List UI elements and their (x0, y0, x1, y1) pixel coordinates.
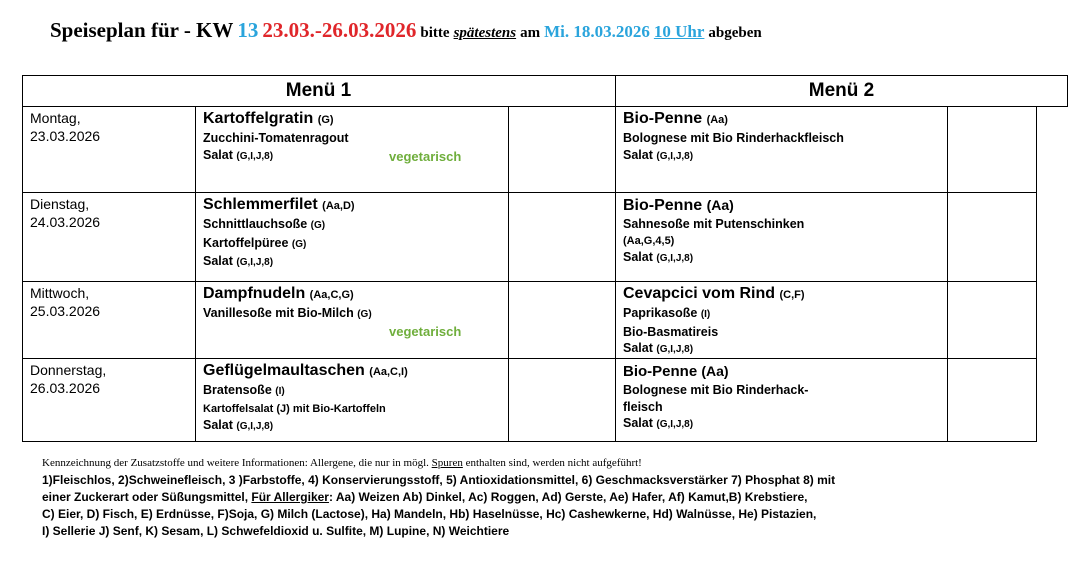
title-suffix: abgeben (708, 25, 762, 41)
page-title (50, 18, 762, 43)
legend-line: I) Sellerie J) Senf, K) Sesam, L) Schwefeldioxid u. Sulfite, M) Lupine, N) Weichtiere (42, 524, 510, 538)
title-mid: bitte (420, 25, 450, 41)
day-cell (30, 284, 100, 320)
dish-line: Vanillesoße mit Bio-Milch (G) (203, 306, 372, 320)
menu1-cell (203, 284, 372, 324)
menu2-header: Menü 2 (808, 80, 875, 101)
dish-title: Bio-Penne (Aa) (623, 197, 734, 214)
day-cell (30, 361, 106, 397)
day-cell (30, 195, 100, 231)
dish-title: Cevapcici vom Rind (C,F) (623, 285, 805, 302)
dish-line: Schnittlauchsoße (G) (203, 217, 326, 231)
week-number: 13 (237, 18, 259, 42)
legend-line: C) Eier, D) Fisch, E) Erdnüsse, F)Soja, G) Milch (Lactose), Ha) Mandeln, Hb) Haselnüsse, Hc) Cashewkerne, Hd) Walnüsse, He) Pistazien, (42, 507, 817, 521)
menu1-cell (203, 195, 355, 272)
legend-body (42, 472, 992, 540)
dish-title: Bio-Penne (Aa) (623, 363, 729, 380)
dish-line: Salat (G,I,J,8) (203, 418, 274, 432)
table-border-bottom (22, 441, 1037, 442)
menu2-cell (623, 109, 844, 165)
legend-line: 1)Fleischlos, 2)Schweinefleisch, 3 )Farbstoffe, 4) Konservierungsstoff, 5) Antioxidationsmittel, 6) Geschmacksverstärker 7) Phosphat 8) mit (42, 473, 836, 487)
day-name: Montag, (30, 110, 81, 126)
day-name: Donnerstag, (30, 362, 107, 378)
dish-line: Sahnesoße mit Putenschinken (623, 217, 805, 231)
dish-line: Bolognese mit Bio Rinderhackfleisch (623, 131, 844, 145)
menu1-cell (203, 361, 408, 436)
legend-line: einer Zuckerart oder Süßungsmittel, Für Allergiker: Aa) Weizen Ab) Dinkel, Ac) Roggen, Ad) Gerste, Ae) Hafer, Af) Kamut,B) Krebstiere, (42, 490, 808, 504)
vegetarian-label: vegetarisch (389, 149, 462, 164)
dish-line: Salat (G,I,J,8) (623, 341, 694, 355)
col-divider (615, 75, 616, 442)
row-divider (22, 192, 1037, 193)
allergiker-label: Für Allergiker (251, 490, 329, 504)
legend-intro: Kennzeichnung der Zusatzstoffe und weitere Informationen: Allergene, die nur in mögl. Spuren enthalten sind, werden nicht aufgeführt! (42, 457, 642, 469)
dish-line: Salat (G,I,J,8) (623, 416, 694, 430)
dish-title: Kartoffelgratin (G) (203, 110, 334, 127)
date-range: 23.03.-26.03.2026 (262, 18, 417, 42)
dish-title: Schlemmerfilet (Aa,D) (203, 196, 355, 213)
dish-line: Salat (G,I,J,8) (623, 147, 694, 162)
dish-line: Kartoffelsalat (J) mit Bio-Kartoffeln (203, 402, 386, 415)
spuren-word: Spuren (431, 457, 463, 469)
day-date: 25.03.2026 (30, 303, 101, 319)
dish-line: Paprikasoße (I) (623, 306, 711, 320)
day-name: Dienstag, (30, 196, 90, 212)
dish-line: Kartoffelpüree (G) (203, 235, 307, 250)
dish-line: Salat (G,I,J,8) (203, 254, 274, 268)
col-divider (508, 106, 509, 442)
day-date: 24.03.2026 (30, 214, 101, 230)
dish-title: Geflügelmaultaschen (Aa,C,I) (203, 362, 408, 379)
menu1-header: Menü 1 (285, 80, 352, 101)
header-divider (22, 106, 1068, 107)
table-border-right (1036, 106, 1037, 442)
menu-table (22, 75, 1069, 442)
dish-line: Zucchini-Tomatenragout (203, 131, 349, 145)
deadline-day: Mi. 18.03.2026 (544, 22, 650, 41)
day-name: Mittwoch, (30, 285, 90, 301)
dish-line: Bolognese mit Bio Rinderhack- (623, 383, 809, 397)
dish-line: Bratensoße (I) (203, 383, 285, 397)
dish-line: fleisch (623, 399, 663, 414)
dish-line: Salat (G,I,J,8) (623, 250, 694, 264)
dish-title: Dampfnudeln (Aa,C,G) (203, 285, 354, 302)
row-divider (22, 358, 1037, 359)
title-am: am (520, 25, 541, 41)
title-prefix: Speiseplan für - KW (50, 18, 234, 42)
title-emphasis: spätestens (453, 25, 517, 41)
dish-line: Bio-Basmatireis (623, 324, 719, 339)
dish-title: Bio-Penne (Aa) (623, 110, 728, 127)
table-border-left (22, 75, 23, 442)
col-divider (947, 106, 948, 442)
col-divider (195, 106, 196, 442)
day-date: 23.03.2026 (30, 128, 101, 144)
allergen-legend (42, 456, 992, 540)
header-border-right (1067, 75, 1068, 107)
menu2-cell (623, 195, 804, 268)
row-divider (22, 281, 1037, 282)
day-date: 26.03.2026 (30, 380, 101, 396)
day-cell (30, 109, 100, 145)
vegetarian-label: vegetarisch (389, 324, 462, 339)
deadline-time: 10 Uhr (653, 22, 705, 41)
menu2-cell (623, 284, 805, 359)
menu2-cell (623, 361, 808, 434)
menu1-cell (203, 109, 349, 165)
dish-line: Salat (G,I,J,8) (203, 147, 274, 162)
dish-line: (Aa,G,4,5) (623, 234, 675, 247)
